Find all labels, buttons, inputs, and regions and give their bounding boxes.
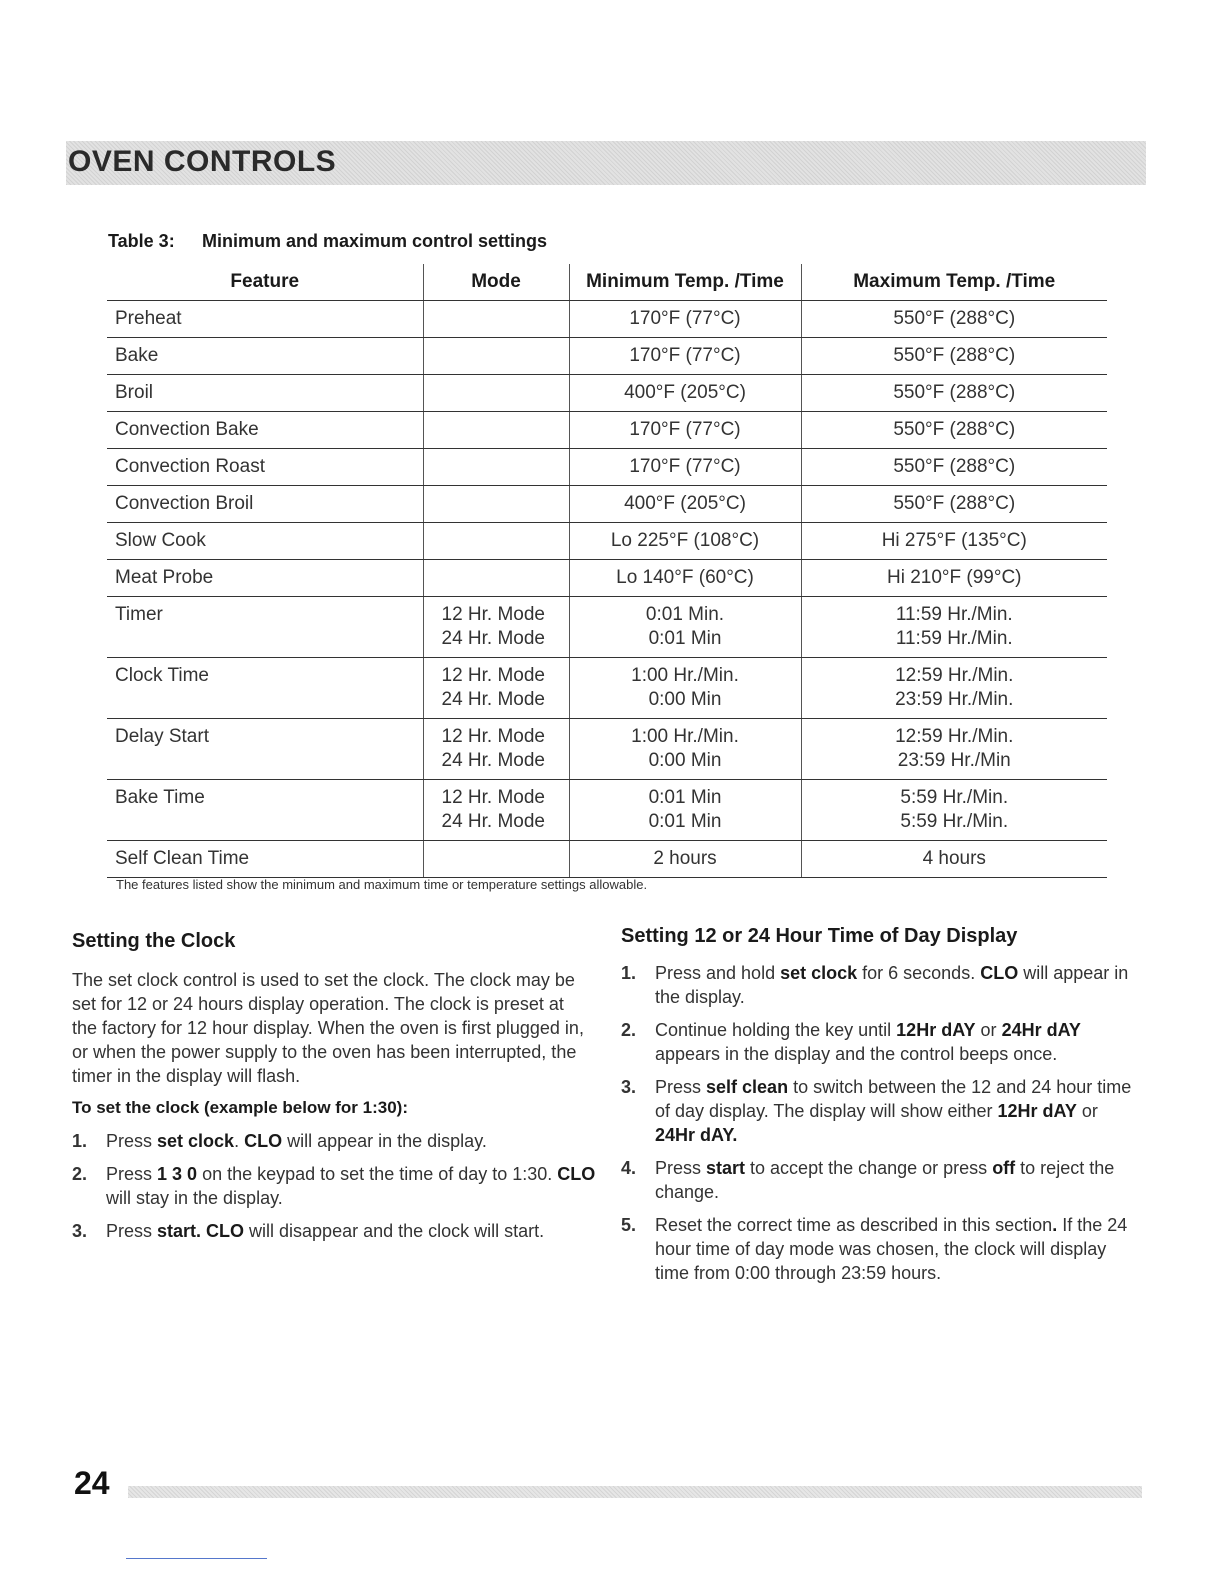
cell-max-line: 550°F (288°C) — [893, 345, 1016, 366]
cell-min-line: 400°F (205°C) — [624, 493, 746, 514]
cell-max — [801, 412, 1107, 449]
table-row — [107, 719, 1107, 780]
cell-max — [801, 780, 1107, 841]
hour-display-steps — [621, 961, 1141, 1294]
table-row — [107, 338, 1107, 375]
table-row — [107, 449, 1107, 486]
step-key: 12Hr dAY — [997, 1101, 1077, 1121]
step-number: 4. — [621, 1158, 637, 1178]
table-row — [107, 658, 1107, 719]
cell-max-line: Hi 210°F (99°C) — [886, 567, 1022, 588]
clock-step — [72, 1162, 597, 1210]
step-key: 1 3 0 — [157, 1164, 198, 1184]
section-header-band — [66, 141, 1146, 185]
hour-display-step — [621, 961, 1141, 1009]
step-text: on the keypad to set the time of day to 1:30. — [197, 1164, 558, 1184]
cell-mode — [423, 523, 569, 560]
cell-mode — [423, 301, 569, 338]
table-caption — [108, 231, 547, 252]
divider-line — [126, 1558, 267, 1559]
hour-display-step — [621, 1075, 1141, 1147]
cell-mode-line: 12 Hr. Mode — [441, 665, 545, 686]
cell-feature: Clock Time — [107, 658, 423, 719]
cell-min — [569, 719, 801, 780]
cell-min-line: 0:01 Min — [648, 787, 722, 808]
cell-min — [569, 841, 801, 878]
step-key: CLO — [980, 963, 1019, 983]
cell-mode — [423, 449, 569, 486]
table-body — [107, 301, 1107, 878]
step-key: off — [992, 1158, 1016, 1178]
step-text: Reset the correct time as described in this section — [655, 1215, 1053, 1235]
step-key: 12Hr dAY — [896, 1020, 976, 1040]
cell-feature: Broil — [107, 375, 423, 412]
cell-max-line: 550°F (288°C) — [893, 456, 1016, 477]
cell-feature: Convection Roast — [107, 449, 423, 486]
column-header-feature: Feature — [107, 264, 423, 301]
cell-mode — [423, 658, 569, 719]
column-header-min: Minimum Temp. /Time — [569, 264, 801, 301]
table-row — [107, 597, 1107, 658]
step-text: Press — [106, 1131, 158, 1151]
step-key: . — [1052, 1215, 1058, 1235]
cell-feature: Delay Start — [107, 719, 423, 780]
step-text: will disappear and the clock will start. — [244, 1221, 545, 1241]
cell-max-line: Hi 275°F (135°C) — [881, 530, 1027, 551]
step-number: 2. — [72, 1164, 88, 1184]
cell-mode — [423, 560, 569, 597]
step-text: or — [1076, 1101, 1098, 1121]
cell-min — [569, 486, 801, 523]
cell-min-line: 170°F (77°C) — [629, 456, 741, 477]
table-row — [107, 560, 1107, 597]
cell-min — [569, 375, 801, 412]
cell-mode — [423, 841, 569, 878]
table-row — [107, 780, 1107, 841]
cell-min-line: 2 hours — [653, 848, 717, 869]
cell-mode-line: 12 Hr. Mode — [441, 726, 545, 747]
cell-min-line: 170°F (77°C) — [629, 419, 741, 440]
cell-max-line: 4 hours — [922, 848, 986, 869]
clock-step — [72, 1129, 597, 1153]
cell-min-line: 170°F (77°C) — [629, 308, 741, 329]
cell-mode-line: 24 Hr. Mode — [441, 750, 545, 771]
section-title: OVEN CONTROLS — [68, 145, 337, 178]
clock-step — [72, 1219, 597, 1243]
cell-feature: Convection Bake — [107, 412, 423, 449]
step-text: Press — [655, 1158, 707, 1178]
step-text: Press — [655, 1077, 707, 1097]
step-number: 3. — [72, 1221, 88, 1241]
page-number: 24 — [74, 1465, 110, 1501]
cell-min-line: 0:00 Min — [648, 750, 722, 771]
step-text: or — [975, 1020, 1002, 1040]
cell-min — [569, 658, 801, 719]
table-row — [107, 486, 1107, 523]
settings-table — [107, 264, 1107, 878]
cell-max — [801, 841, 1107, 878]
table-row — [107, 412, 1107, 449]
step-number: 2. — [621, 1020, 637, 1040]
cell-max-line: 550°F (288°C) — [893, 382, 1016, 403]
step-number: 3. — [621, 1077, 637, 1097]
step-key: 24Hr dAY — [1001, 1020, 1081, 1040]
cell-max — [801, 560, 1107, 597]
step-key: CLO — [557, 1164, 596, 1184]
cell-min-line: 400°F (205°C) — [624, 382, 746, 403]
cell-min — [569, 449, 801, 486]
step-text: to reject the change. — [655, 1158, 1115, 1202]
cell-mode-line: 12 Hr. Mode — [441, 604, 545, 625]
cell-mode — [423, 486, 569, 523]
step-text: to switch between the 12 and 24 hour time of day display. The display will show either — [655, 1077, 1132, 1121]
column-header-mode: Mode — [423, 264, 569, 301]
cell-min-line: 1:00 Hr./Min. — [631, 665, 739, 686]
table-row — [107, 841, 1107, 878]
cell-max-line: 5:59 Hr./Min. — [900, 811, 1009, 832]
cell-min — [569, 338, 801, 375]
hour-display-step — [621, 1018, 1141, 1066]
cell-feature: Self Clean Time — [107, 841, 423, 878]
table-caption-number: Table 3: — [108, 231, 175, 251]
footer-band — [128, 1486, 1142, 1498]
cell-max — [801, 486, 1107, 523]
cell-max — [801, 338, 1107, 375]
cell-max-line: 550°F (288°C) — [893, 419, 1016, 440]
cell-feature: Convection Broil — [107, 486, 423, 523]
step-number: 1. — [621, 963, 637, 983]
column-header-max: Maximum Temp. /Time — [801, 264, 1107, 301]
cell-max-line: 23:59 Hr./Min. — [895, 689, 1014, 710]
cell-max — [801, 719, 1107, 780]
step-text: will appear in the display. — [655, 963, 1129, 1007]
table-row — [107, 523, 1107, 560]
step-key: start — [706, 1158, 746, 1178]
step-text: . — [234, 1131, 245, 1151]
cell-min — [569, 597, 801, 658]
step-key: self clean — [706, 1077, 789, 1097]
step-text: Press — [106, 1221, 158, 1241]
cell-mode — [423, 375, 569, 412]
table-row — [107, 375, 1107, 412]
table-note: The features listed show the minimum and maximum time or temperature settings allowable. — [116, 877, 648, 892]
cell-min-line: 1:00 Hr./Min. — [631, 726, 739, 747]
step-text: If the 24 hour time of day mode was chosen, the clock will display time from 0:00 through 23:59 hours. — [655, 1215, 1128, 1283]
hour-display-step — [621, 1156, 1141, 1204]
clock-steps — [72, 1129, 597, 1252]
cell-mode-line: 24 Hr. Mode — [441, 689, 545, 710]
step-number: 5. — [621, 1215, 637, 1235]
cell-max — [801, 658, 1107, 719]
cell-mode — [423, 780, 569, 841]
step-key: set clock — [157, 1131, 235, 1151]
cell-feature: Slow Cook — [107, 523, 423, 560]
cell-max — [801, 523, 1107, 560]
step-key: 24Hr dAY. — [655, 1125, 738, 1145]
cell-mode — [423, 412, 569, 449]
cell-max-line: 5:59 Hr./Min. — [900, 787, 1009, 808]
cell-max — [801, 375, 1107, 412]
cell-max-line: 23:59 Hr./Min — [897, 750, 1011, 771]
cell-min-line: Lo 140°F (60°C) — [616, 567, 754, 588]
cell-max-line: 550°F (288°C) — [893, 493, 1016, 514]
cell-min-line: 170°F (77°C) — [629, 345, 741, 366]
cell-min — [569, 560, 801, 597]
cell-max-line: 11:59 Hr./Min. — [895, 604, 1013, 625]
cell-min — [569, 301, 801, 338]
cell-max-line: 550°F (288°C) — [893, 308, 1016, 329]
cell-feature: Timer — [107, 597, 423, 658]
cell-max-line: 12:59 Hr./Min. — [895, 665, 1014, 686]
cell-mode-line: 24 Hr. Mode — [441, 628, 545, 649]
cell-feature: Bake — [107, 338, 423, 375]
step-key: CLO — [244, 1131, 283, 1151]
table-caption-title: Minimum and maximum control settings — [202, 231, 548, 251]
step-text: for 6 seconds. — [857, 963, 981, 983]
hour-display-heading: Setting 12 or 24 Hour Time of Day Display — [621, 925, 1018, 947]
step-text: appears in the display and the control beeps once. — [655, 1044, 1058, 1064]
cell-feature: Bake Time — [107, 780, 423, 841]
cell-mode-line: 24 Hr. Mode — [441, 811, 545, 832]
cell-min — [569, 523, 801, 560]
cell-feature: Preheat — [107, 301, 423, 338]
step-key: set clock — [780, 963, 858, 983]
cell-max-line: 11:59 Hr./Min. — [895, 628, 1013, 649]
cell-feature: Meat Probe — [107, 560, 423, 597]
clock-heading: Setting the Clock — [72, 930, 236, 952]
cell-max-line: 12:59 Hr./Min. — [895, 726, 1014, 747]
clock-paragraph: The set clock control is used to set the clock. The clock may be set for 12 or 24 hours display operation. The clock is preset at the factory for 12 hour display. When the oven is first plugged in, or when the power supply to the oven has been interrupted, the timer in the display will flash. — [72, 970, 584, 1086]
hour-display-step — [621, 1213, 1141, 1285]
clock-subheading: To set the clock (example below for 1:30): — [72, 1098, 408, 1117]
cell-mode — [423, 719, 569, 780]
table-header-row — [107, 264, 1107, 301]
step-key: start. CLO — [157, 1221, 245, 1241]
cell-mode — [423, 597, 569, 658]
cell-max — [801, 301, 1107, 338]
step-text: Continue holding the key until — [655, 1020, 897, 1040]
cell-min — [569, 780, 801, 841]
cell-min-line: 0:01 Min — [648, 628, 722, 649]
cell-min-line: Lo 225°F (108°C) — [610, 530, 760, 551]
table-row — [107, 301, 1107, 338]
cell-mode — [423, 338, 569, 375]
step-text: will stay in the display. — [106, 1188, 283, 1208]
step-number: 1. — [72, 1131, 88, 1151]
cell-max — [801, 449, 1107, 486]
step-text: Press and hold — [655, 963, 781, 983]
cell-min-line: 0:01 Min — [648, 811, 722, 832]
step-text: to accept the change or press — [745, 1158, 993, 1178]
cell-min — [569, 412, 801, 449]
step-text: will appear in the display. — [282, 1131, 487, 1151]
cell-min-line: 0:00 Min — [648, 689, 722, 710]
cell-min-line: 0:01 Min. — [645, 604, 725, 625]
cell-max — [801, 597, 1107, 658]
cell-mode-line: 12 Hr. Mode — [441, 787, 545, 808]
step-text: Press — [106, 1164, 158, 1184]
